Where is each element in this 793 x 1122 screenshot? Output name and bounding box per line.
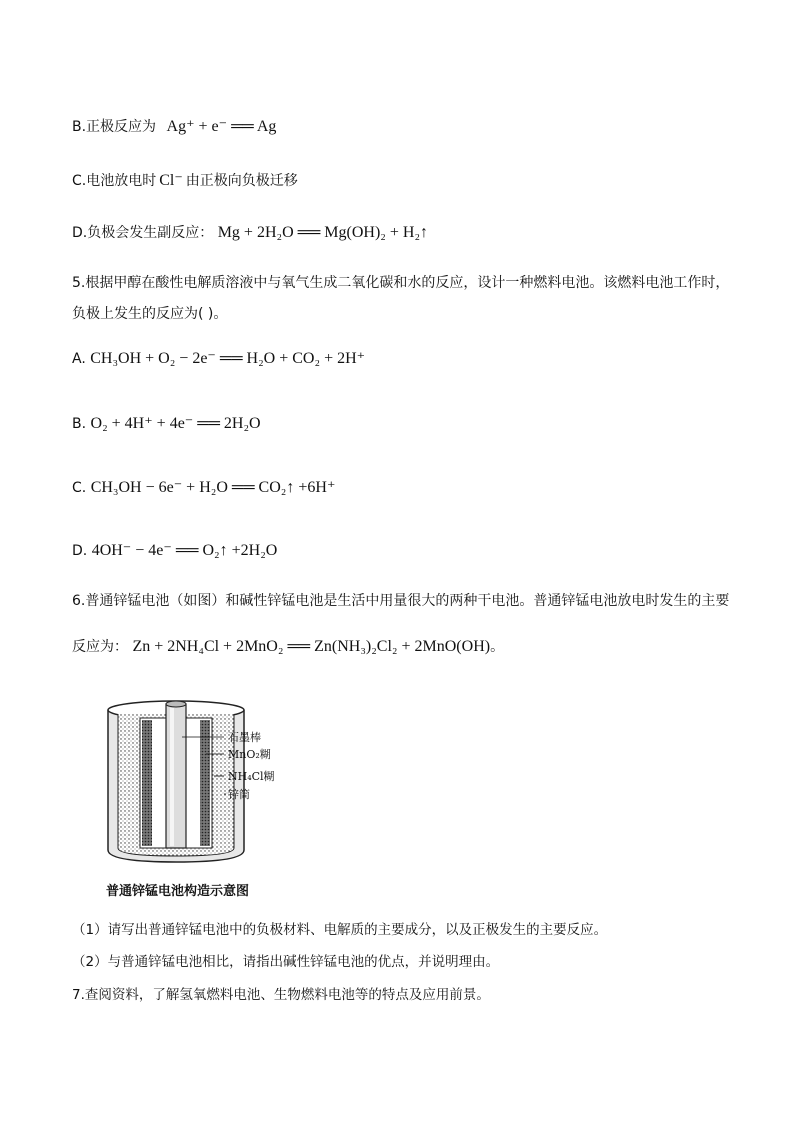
q4-option-c-suffix: 由正极向负极迁移 xyxy=(185,173,298,189)
q5-option-d xyxy=(72,540,277,560)
q6-reaction-formula: Zn + 2NH₄Cl + 2MnO₂ ══ Zn(NH₃)₂Cl₂ + 2MnO(OH) xyxy=(132,638,491,655)
graphite-rod xyxy=(166,701,186,848)
q4-option-b-label: B.正极反应为 xyxy=(72,119,157,135)
q7-stem: 7.查阅资料，了解氢氧燃料电池、生物燃料电池等的特点及应用前景。 xyxy=(72,987,490,1003)
q6-stem-end: 。 xyxy=(490,639,505,655)
q5-option-d-label: D. xyxy=(72,543,88,559)
q5-option-b xyxy=(72,413,261,433)
q4-option-b xyxy=(72,116,276,136)
q4-option-d-label: D.负极会发生副反应： xyxy=(72,225,214,241)
q4-option-b-formula: Ag⁺ + e⁻ ══ Ag xyxy=(166,118,277,135)
label-nh4cl-paste: NH₄Cl糊 xyxy=(228,770,275,783)
q5-stem-line1: 5.根据甲醇在酸性电解质溶液中与氧气生成二氧化碳和水的反应，设计一种燃料电池。该燃料电池工作时， xyxy=(72,275,730,291)
q6-stem-line2 xyxy=(72,636,504,656)
q5-option-c xyxy=(72,477,335,497)
q5-option-a-label: A. xyxy=(72,351,86,367)
q6-stem-prefix: 反应为： xyxy=(72,639,128,655)
q4-option-c xyxy=(72,170,298,190)
q5-stem-line2: 负极上发生的反应为( )。 xyxy=(72,306,228,322)
label-zinc-can: 锌筒 xyxy=(228,788,250,801)
q5-option-b-formula: O₂ + 4H⁺ + 4e⁻ ══ 2H₂O xyxy=(90,415,261,432)
q5-option-a xyxy=(72,348,365,368)
figure-caption: 普通锌锰电池构造示意图 xyxy=(106,884,250,899)
q5-option-c-formula: CH₃OH − 6e⁻ + H₂O ══ CO₂↑ +6H⁺ xyxy=(90,479,336,496)
battery-diagram xyxy=(96,690,296,870)
q6-subquestion-2: （2）与普通锌锰电池相比，请指出碱性锌锰电池的优点，并说明理由。 xyxy=(72,954,500,970)
q4-option-d xyxy=(72,222,428,242)
q4-option-c-prefix: C.电池放电时 xyxy=(72,173,157,189)
label-graphite-rod: 石墨棒 xyxy=(228,731,261,744)
q4-option-c-ion: Cl⁻ xyxy=(159,172,183,189)
q5-option-b-label: B. xyxy=(72,416,87,432)
q5-option-c-label: C. xyxy=(72,480,87,496)
label-mno2-paste: MnO₂糊 xyxy=(228,748,271,761)
q6-subquestion-1: （1）请写出普通锌锰电池中的负极材料、电解质的主要成分，以及正极发生的主要反应。 xyxy=(72,922,608,938)
q4-option-d-formula: Mg + 2H₂O ══ Mg(OH)₂ + H₂↑ xyxy=(217,224,429,241)
q5-option-d-formula: 4OH⁻ − 4e⁻ ══ O₂↑ +2H₂O xyxy=(91,542,278,559)
q6-stem-line1: 6.普通锌锰电池（如图）和碱性锌锰电池是生活中用量很大的两种干电池。普通锌锰电池放电时发生的主要 xyxy=(72,593,730,609)
q5-option-a-formula: CH₃OH + O₂ − 2e⁻ ══ H₂O + CO₂ + 2H⁺ xyxy=(90,350,366,367)
